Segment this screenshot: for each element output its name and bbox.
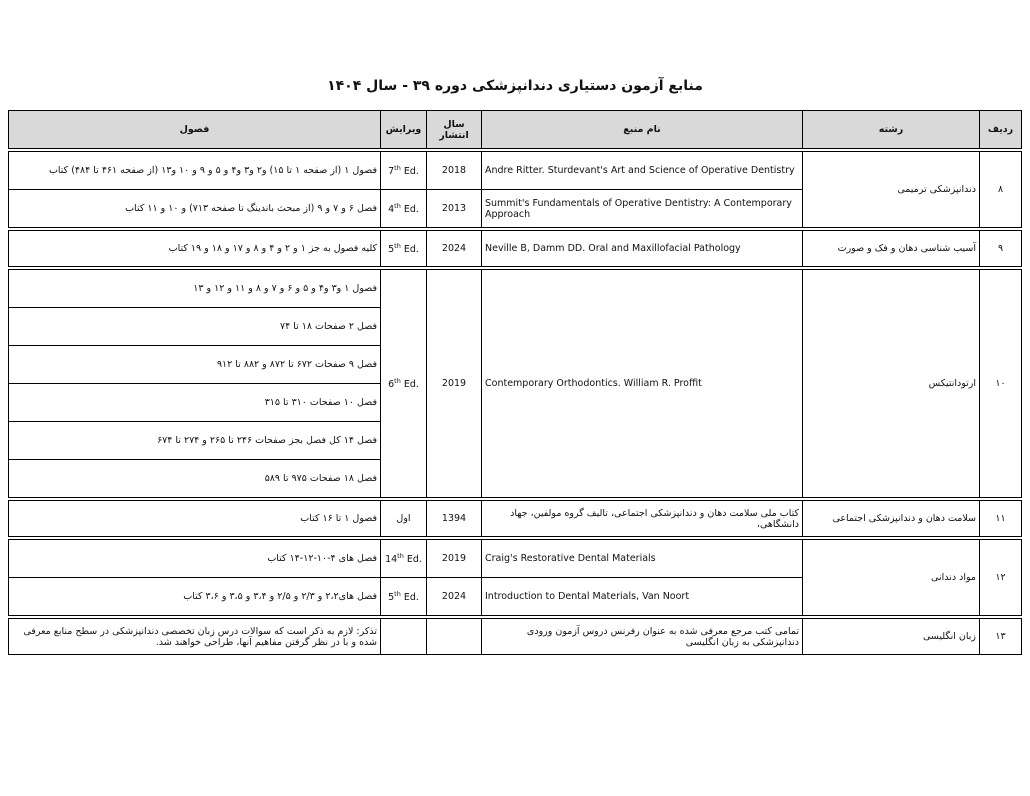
source-name: Andre Ritter. Sturdevant's Art and Science of Operative Dentistry <box>482 152 803 190</box>
source-name: Contemporary Orthodontics. William R. Proffit <box>482 270 803 498</box>
chapters: فصل ۶ و ۷ و ۹ (از مبحث باندینگ تا صفحه ۷۱۳) و ۱۰ و ۱۱ کتاب <box>9 190 381 228</box>
header-chapters: فصول <box>9 111 381 149</box>
publish-year: 2019 <box>427 270 482 498</box>
header-source: نام منبع <box>482 111 803 149</box>
edition: 4th Ed. <box>381 190 427 228</box>
row-number: ۱۰ <box>980 270 1022 498</box>
table-row <box>9 501 1022 537</box>
source-name: Neville B, Damm DD. Oral and Maxillofacial Pathology <box>482 231 803 267</box>
sources-table <box>8 110 1022 655</box>
chapters: کلیه فصول به جز ۱ و ۲ و ۴ و ۸ و ۱۷ و ۱۸ و ۱۹ کتاب <box>9 231 381 267</box>
edition: 5th Ed. <box>381 578 427 616</box>
edition: 6th Ed. <box>381 270 427 498</box>
edition: 7th Ed. <box>381 152 427 190</box>
edition: 14th Ed. <box>381 540 427 578</box>
field-name: ارتودانتیکس <box>803 270 980 498</box>
edition: اول <box>381 501 427 537</box>
chapters: فصل ۲ صفحات ۱۸ تا ۷۴ <box>9 308 381 346</box>
chapters: فصول ۱ و۳ و۴ و ۵ و ۶ و ۷ و ۸ و ۱۱ و ۱۲ و ۱۳ <box>9 270 381 308</box>
chapters: فصل ۹ صفحات ۶۷۲ تا ۸۷۲ و ۸۸۲ تا ۹۱۲ <box>9 346 381 384</box>
publish-year: 2024 <box>427 578 482 616</box>
table-row <box>9 152 1022 190</box>
chapters: تذکر: لازم به ذکر است که سوالات درس زبان تخصصی دندانپزشکی در سطح منابع معرفی شده و با در نظر گرفتن مفاهیم آنها، طراحی خواهند شد. <box>9 619 381 655</box>
row-number: ۹ <box>980 231 1022 267</box>
edition <box>381 619 427 655</box>
publish-year: 2019 <box>427 540 482 578</box>
source-name: Summit's Fundamentals of Operative Dentistry: A Contemporary Approach <box>482 190 803 228</box>
source-name: کتاب ملی سلامت دهان و دندانپزشکی اجتماعی، تالیف گروه مولفین، جهاد دانشگاهی، <box>482 501 803 537</box>
chapters: فصل ۱۴ کل فصل بجز صفحات ۲۴۶ تا ۲۶۵ و ۲۷۴ تا ۶۷۴ <box>9 422 381 460</box>
table-row <box>9 619 1022 655</box>
chapters: فصول ۱ تا ۱۶ کتاب <box>9 501 381 537</box>
header-row-no: ردیف <box>980 111 1022 149</box>
field-name: دندانپزشکی ترمیمی <box>803 152 980 228</box>
table-row <box>9 231 1022 267</box>
source-name: Introduction to Dental Materials, Van Noort <box>482 578 803 616</box>
chapters: فصل ۱۰ صفحات ۳۱۰ تا ۳۱۵ <box>9 384 381 422</box>
edition: 5th Ed. <box>381 231 427 267</box>
field-name: سلامت دهان و دندانپزشکی اجتماعی <box>803 501 980 537</box>
chapters: فصل های۲،۲ و ۲/۳ و ۲/۵ و ۳،۴ و ۳،۵ و ۳،۶ کتاب <box>9 578 381 616</box>
source-name: Craig's Restorative Dental Materials <box>482 540 803 578</box>
field-name: مواد دندانی <box>803 540 980 616</box>
publish-year <box>427 619 482 655</box>
publish-year: 1394 <box>427 501 482 537</box>
publish-year: 2013 <box>427 190 482 228</box>
chapters: فصل ۱۸ صفحات ۹۷۵ تا ۵۸۹ <box>9 460 381 498</box>
publish-year: 2024 <box>427 231 482 267</box>
table-row <box>9 540 1022 578</box>
table-row <box>9 270 1022 308</box>
row-number: ۱۳ <box>980 619 1022 655</box>
chapters: فصل های ۴-۱۰-۱۲-۱۴ کتاب <box>9 540 381 578</box>
header-year: سال انتشار <box>427 111 482 149</box>
field-name: آسیب شناسی دهان و فک و صورت <box>803 231 980 267</box>
row-number: ۸ <box>980 152 1022 228</box>
page-title: منابع آزمون دستیاری دندانپزشکی دوره ۳۹ - سال ۱۴۰۴ <box>327 78 703 94</box>
field-name: زبان انگلیسی <box>803 619 980 655</box>
chapters: فصول ۱ (از صفحه ۱ تا ۱۵) و۲ و۳ و۴ و ۵ و ۹ و ۱۰ و۱۳ (از صفحه ۴۶۱ تا ۴۸۴) کتاب <box>9 152 381 190</box>
header-edition: ویرایش <box>381 111 427 149</box>
row-number: ۱۱ <box>980 501 1022 537</box>
row-number: ۱۲ <box>980 540 1022 616</box>
source-name: تمامی کتب مرجع معرفی شده به عنوان رفرنس دروس آزمون ورودی دندانپزشکی به زبان انگلیسی <box>482 619 803 655</box>
header-field: رشته <box>803 111 980 149</box>
publish-year: 2018 <box>427 152 482 190</box>
